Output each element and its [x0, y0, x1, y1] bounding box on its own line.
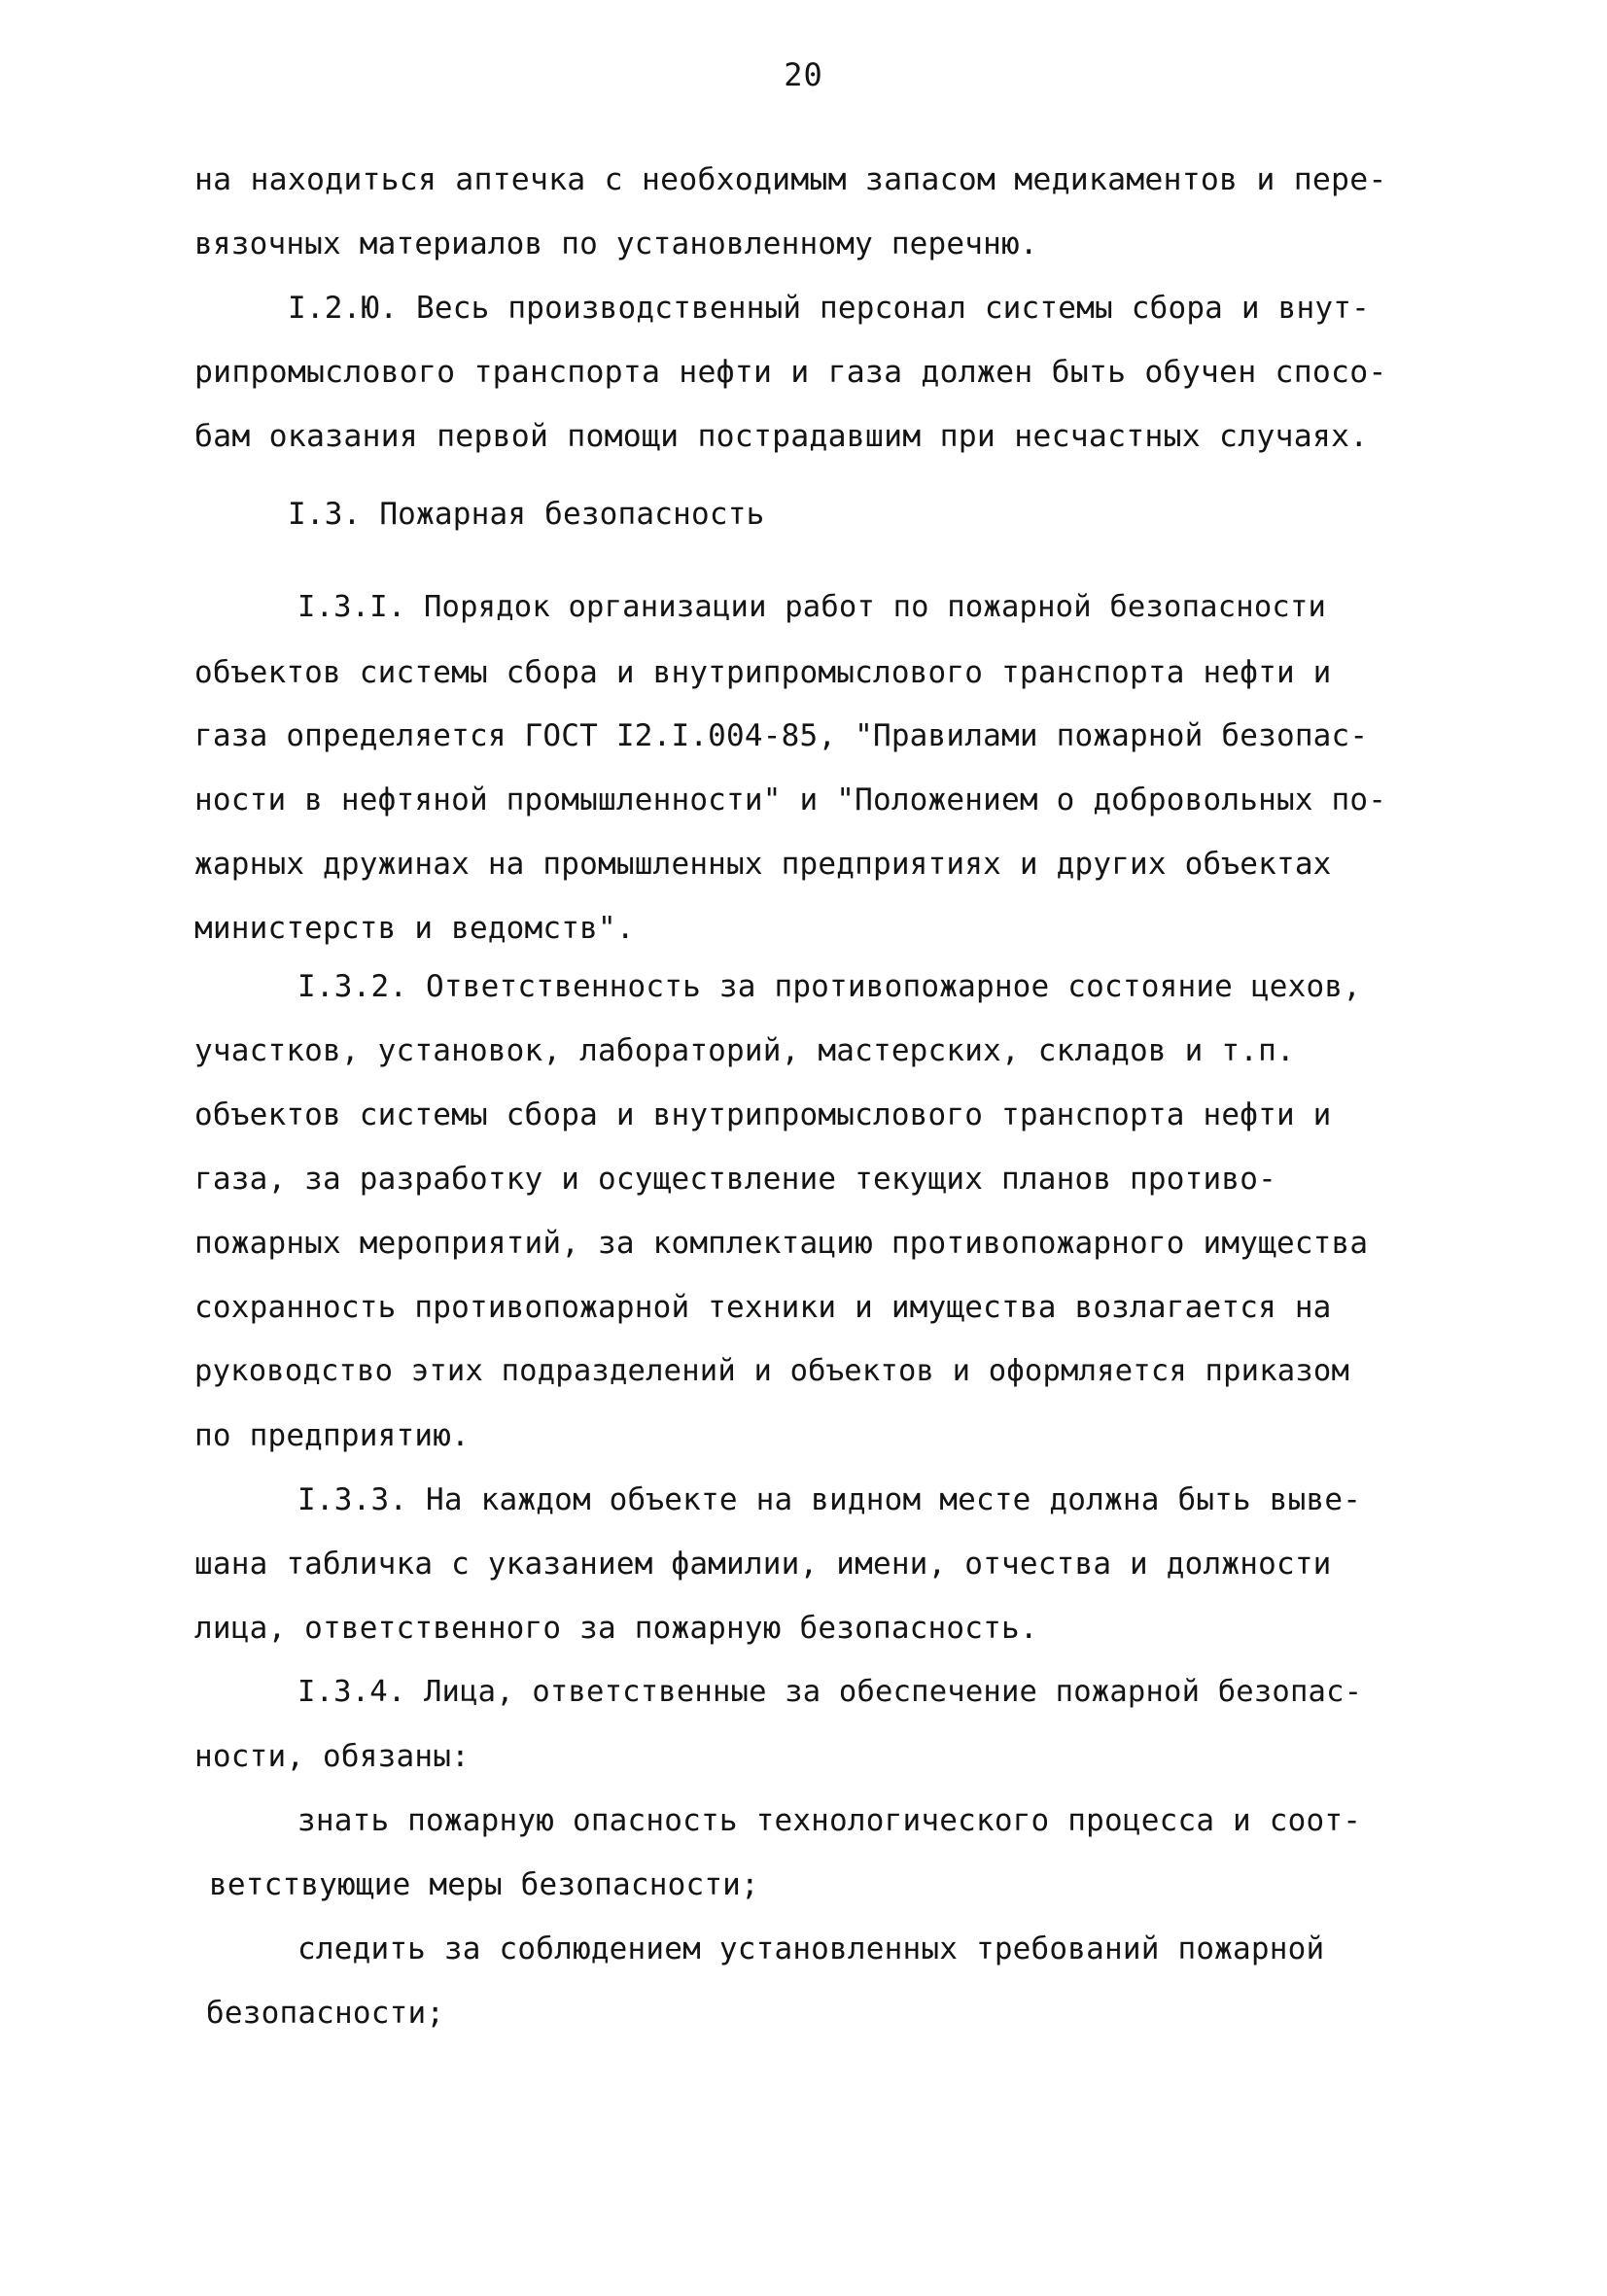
text-line: сохранность противопожарной техники и имущества возлагается на [194, 1290, 1332, 1325]
text-line: ветствующие меры безопасности; [209, 1867, 759, 1902]
text-line: руководство этих подразделений и объектов и оформляется приказом [194, 1354, 1350, 1388]
text-line: I.3.4. Лица, ответственные за обеспечение пожарной безопас- [297, 1675, 1363, 1709]
text-line: I.3.2. Ответственность за противопожарное состояние цехов, [297, 969, 1362, 1004]
text-line: объектов системы сбора и внутрипромыслового транспорта нефти и [194, 1097, 1332, 1132]
text-line: I.3.3. На каждом объекте на видном месте должна быть выве- [297, 1482, 1362, 1517]
text-line: бам оказания первой помощи пострадавшим при несчастных случаях. [194, 419, 1369, 454]
text-line: ности в нефтяной промышленности" и "Положением о добровольных по- [194, 783, 1387, 818]
section-heading: I.3. Пожарная безопасность [288, 497, 765, 532]
text-line: знать пожарную опасность технологического процесса и соот- [297, 1803, 1362, 1838]
text-line: на находиться аптечка с необходимым запасом медикаментов и пере- [194, 162, 1387, 197]
text-line: шана табличка с указанием фамилии, имени, отчества и должности [194, 1547, 1332, 1582]
text-line: I.2.Ю. Весь производственный персонал системы сбора и внут- [288, 291, 1370, 326]
text-line: следить за соблюдением установленных требований пожарной [297, 1931, 1325, 1966]
text-line: по предприятию. [194, 1418, 470, 1453]
page-number: 20 [784, 56, 823, 93]
text-line: министерств и ведомств". [194, 911, 635, 946]
text-line: объектов системы сбора и внутрипромыслового транспорта нефти и [194, 655, 1332, 690]
text-line: ности, обязаны: [194, 1739, 470, 1774]
text-line: безопасности; [206, 1996, 445, 2031]
text-line: пожарных мероприятий, за комплектацию противопожарного имущества [194, 1226, 1369, 1261]
text-line: I.3.I. Порядок организации работ по пожарной безопасности [297, 590, 1327, 624]
text-line: газа, за разработку и осуществление текущих планов противо- [194, 1162, 1276, 1197]
text-line: вязочных материалов по установленному перечню. [194, 226, 1038, 261]
text-line: участков, установок, лабораторий, мастерских, складов и т.п. [194, 1033, 1295, 1068]
text-line: газа определяется ГОСТ I2.I.004-85, "Правилами пожарной безопас- [194, 718, 1369, 753]
text-line: рипромыслового транспорта нефти и газа должен быть обучен спосо- [194, 355, 1387, 390]
text-line: жарных дружинах на промышленных предприятиях и других объектах [194, 847, 1332, 882]
text-line: лица, ответственного за пожарную безопасность. [194, 1611, 1038, 1646]
